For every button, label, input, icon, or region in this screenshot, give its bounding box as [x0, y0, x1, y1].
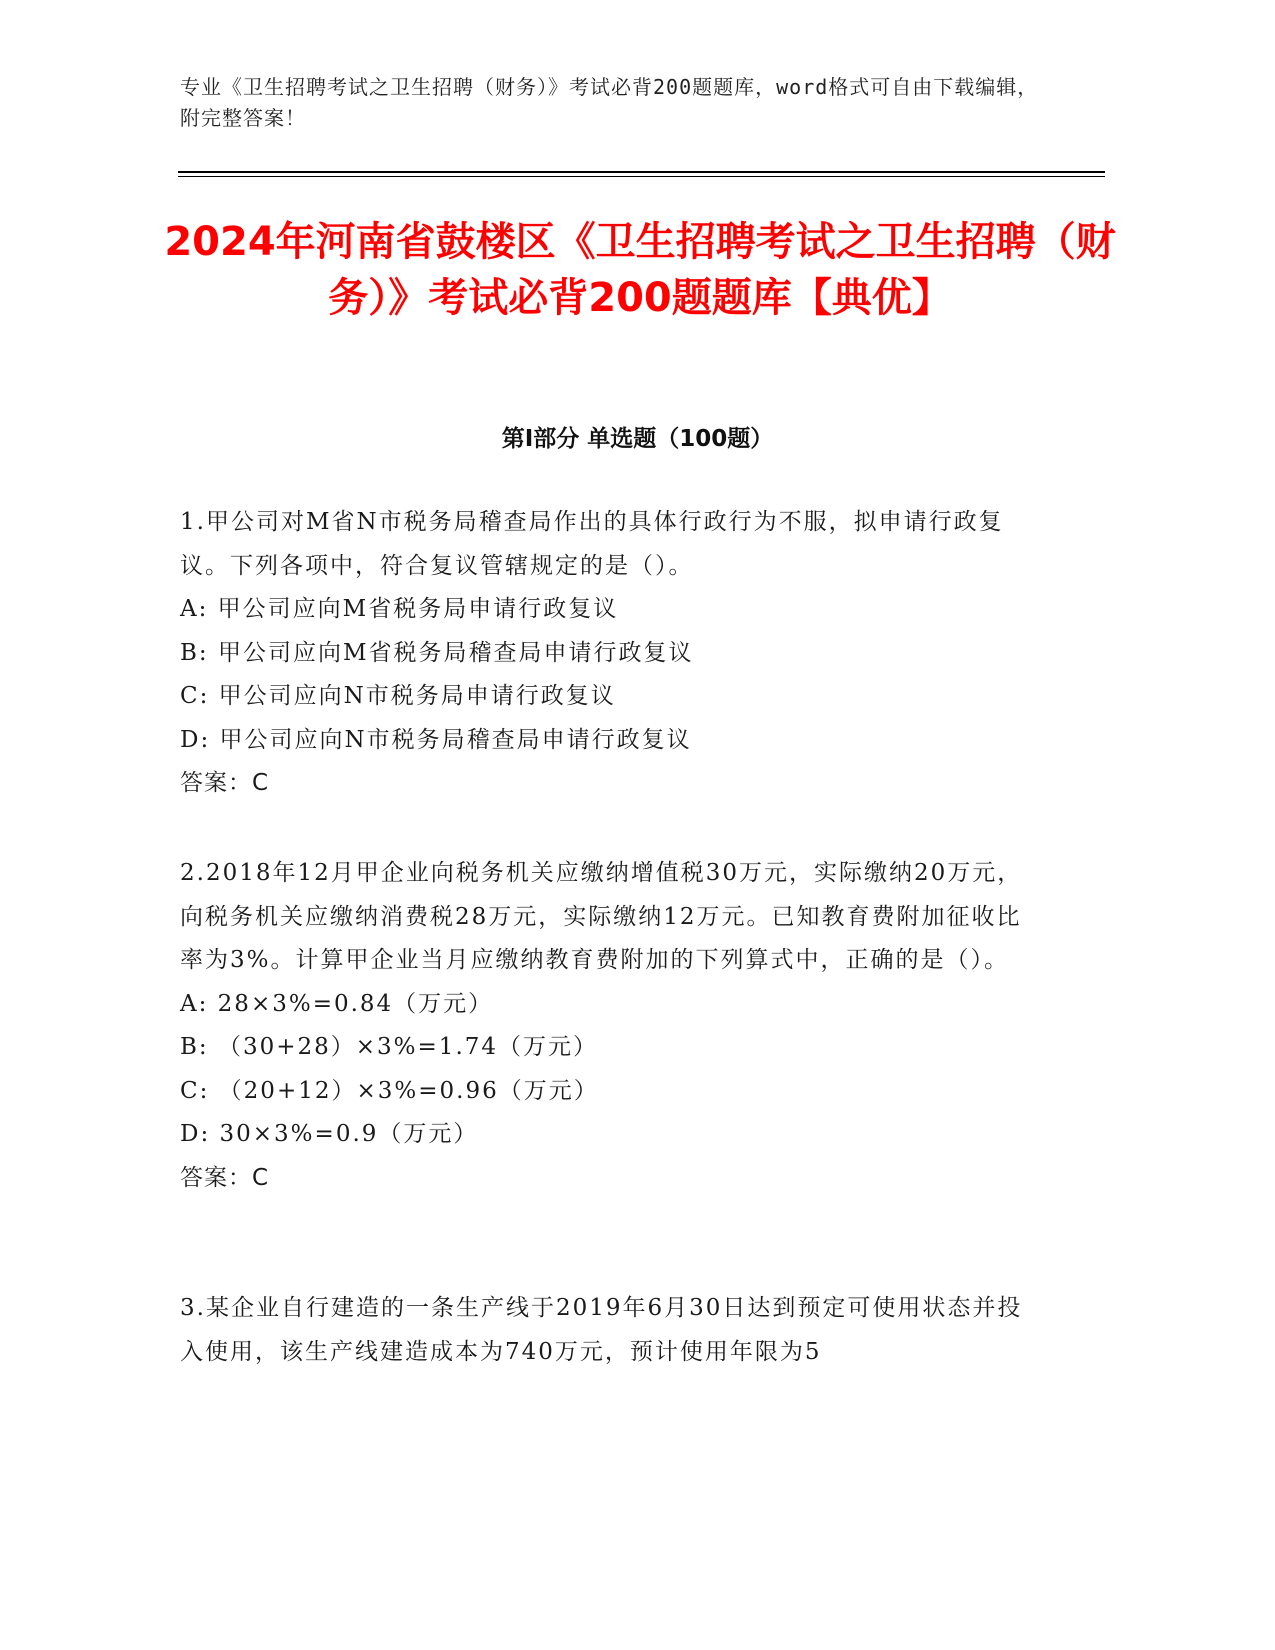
answer-line: 答案：C	[180, 1164, 270, 1191]
option-key: C:	[180, 683, 210, 709]
document-title: 2024年河南省鼓楼区《卫生招聘考试之卫生招聘（财务）》考试必背200题题库【典优】	[164, 219, 1116, 321]
option-key: A:	[180, 596, 209, 622]
option-key: D:	[180, 1121, 211, 1147]
question-stem: 3.某企业自行建造的一条生产线于2019年6月30日达到预定可使用状态并投入使用，该生产线建造成本为740万元，预计使用年限为5	[180, 1295, 1023, 1365]
answer-line: 答案：C	[180, 770, 270, 796]
header-divider-thick	[178, 171, 1105, 173]
option-text: 28×3%=0.84（万元）	[217, 990, 494, 1017]
question-1	[180, 501, 1040, 806]
option-key: B:	[180, 639, 209, 666]
question-3	[180, 1287, 1040, 1374]
question-stem: 2.2018年12月甲企业向税务机关应缴纳增值税30万元，实际缴纳20万元，向税务机关应缴纳消费税28万元，实际缴纳12万元。已知教育费附加征收比率为3%。计算甲企业当月应缴纳教育费附加的下列算式中，正确的是（）。	[180, 860, 1023, 973]
option-c	[180, 1070, 1040, 1114]
option-c	[180, 675, 1040, 719]
option-key: D:	[180, 726, 211, 753]
option-text: （20+12）×3%=0.96（万元）	[218, 1077, 599, 1104]
question-stem: 1.甲公司对M省N市税务局稽查局作出的具体行政行为不服，拟申请行政复议。下列各项中，符合复议管辖规定的是（）。	[180, 509, 1004, 579]
option-d	[180, 1113, 1040, 1157]
header-note: 专业《卫生招聘考试之卫生招聘（财务）》考试必背200题题库，word格式可自由下载编辑，附完整答案！	[180, 75, 1039, 130]
option-b	[180, 632, 1040, 676]
option-key: C:	[180, 1077, 210, 1104]
option-a	[180, 588, 1040, 632]
option-text: 30×3%=0.9（万元）	[219, 1121, 479, 1147]
section-heading: 第I部分 单选题（100题）	[501, 426, 774, 452]
option-b	[180, 1026, 1040, 1070]
option-key: A:	[180, 990, 209, 1017]
option-d	[180, 719, 1040, 763]
option-text: 甲公司应向M省税务局申请行政复议	[217, 596, 619, 622]
option-key: B:	[180, 1034, 209, 1060]
question-2	[180, 852, 1040, 1200]
option-text: 甲公司应向N市税务局申请行政复议	[218, 683, 616, 709]
header-divider-thin	[178, 176, 1105, 177]
option-text: （30+28）×3%=1.74（万元）	[217, 1034, 599, 1060]
option-a	[180, 983, 1040, 1027]
option-text: 甲公司应向M省税务局稽查局申请行政复议	[217, 639, 694, 666]
option-text: 甲公司应向N市税务局稽查局申请行政复议	[219, 726, 692, 753]
